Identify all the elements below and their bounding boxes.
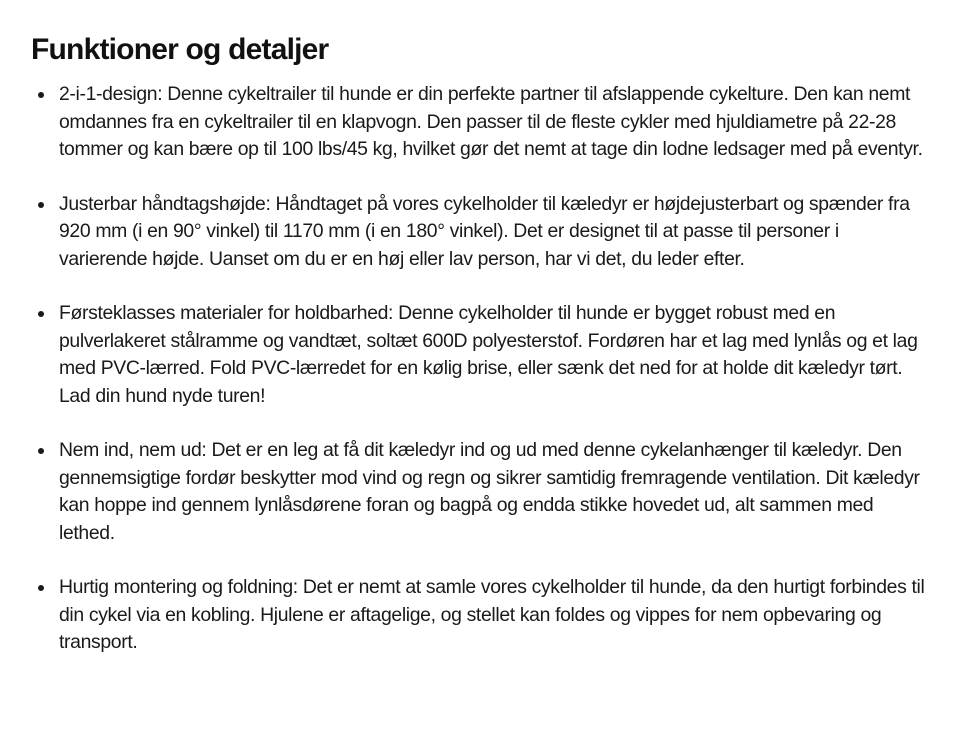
- bullet-icon: [38, 585, 44, 591]
- feature-text: Førsteklasses materialer for holdbarhed: Denne cykelholder til hunde er bygget robust med en pulverlakeret stålramme og vandtæt, soltæt 600D polyesterstof. Fordøren har et lag med lynlås og et lag med PVC-lærred. Fold PVC-lærredet for en kølig brise, eller sænk det ned for at holde dit kæledyr tørt. Lad din hund nyde turen!: [59, 302, 918, 407]
- bullet-icon: [38, 202, 44, 208]
- bullet-icon: [38, 311, 44, 317]
- list-item: [31, 437, 930, 547]
- feature-text: Nem ind, nem ud: Det er en leg at få dit kæledyr ind og ud med denne cykelanhænger til kæledyr. Den gennemsigtige fordør beskytter mod vind og regn og sikrer samtidig fremragende ventilation. Dit kæledyr kan hoppe ind gennem lynlåsdørene foran og bagpå og endda stikke hovedet ud, alt sammen med lethed.: [59, 439, 920, 544]
- bullet-icon: [38, 448, 44, 454]
- feature-text: 2-i-1-design: Denne cykeltrailer til hunde er din perfekte partner til afslappende cykelture. Den kan nemt omdannes fra en cykeltrailer til en klapvogn. Den passer til de fleste cykler med hjuldiametre på 22-28 tommer og kan bære op til 100 lbs/45 kg, hvilket gør det nemt at tage din lodne ledsager med på eventyr.: [59, 83, 923, 160]
- list-item: [31, 81, 930, 164]
- feature-text: Hurtig montering og foldning: Det er nemt at samle vores cykelholder til hunde, da den hurtigt forbindes til din cykel via en kobling. Hjulene er aftagelige, og stellet kan foldes og vippes for nem opbevaring og transport.: [59, 576, 925, 653]
- list-item: [31, 300, 930, 410]
- list-item: [31, 574, 930, 657]
- feature-text: Justerbar håndtagshøjde: Håndtaget på vores cykelholder til kæledyr er højdejusterbart og spænder fra 920 mm (i en 90° vinkel) til 1170 mm (i en 180° vinkel). Det er designet til at passe til personer i varierende højde. Uanset om du er en høj eller lav person, har vi det, du leder efter.: [59, 192, 910, 270]
- section-title: Funktioner og detaljer: [31, 33, 329, 66]
- feature-list: [31, 81, 930, 657]
- bullet-icon: [38, 92, 44, 98]
- list-item: [31, 191, 930, 274]
